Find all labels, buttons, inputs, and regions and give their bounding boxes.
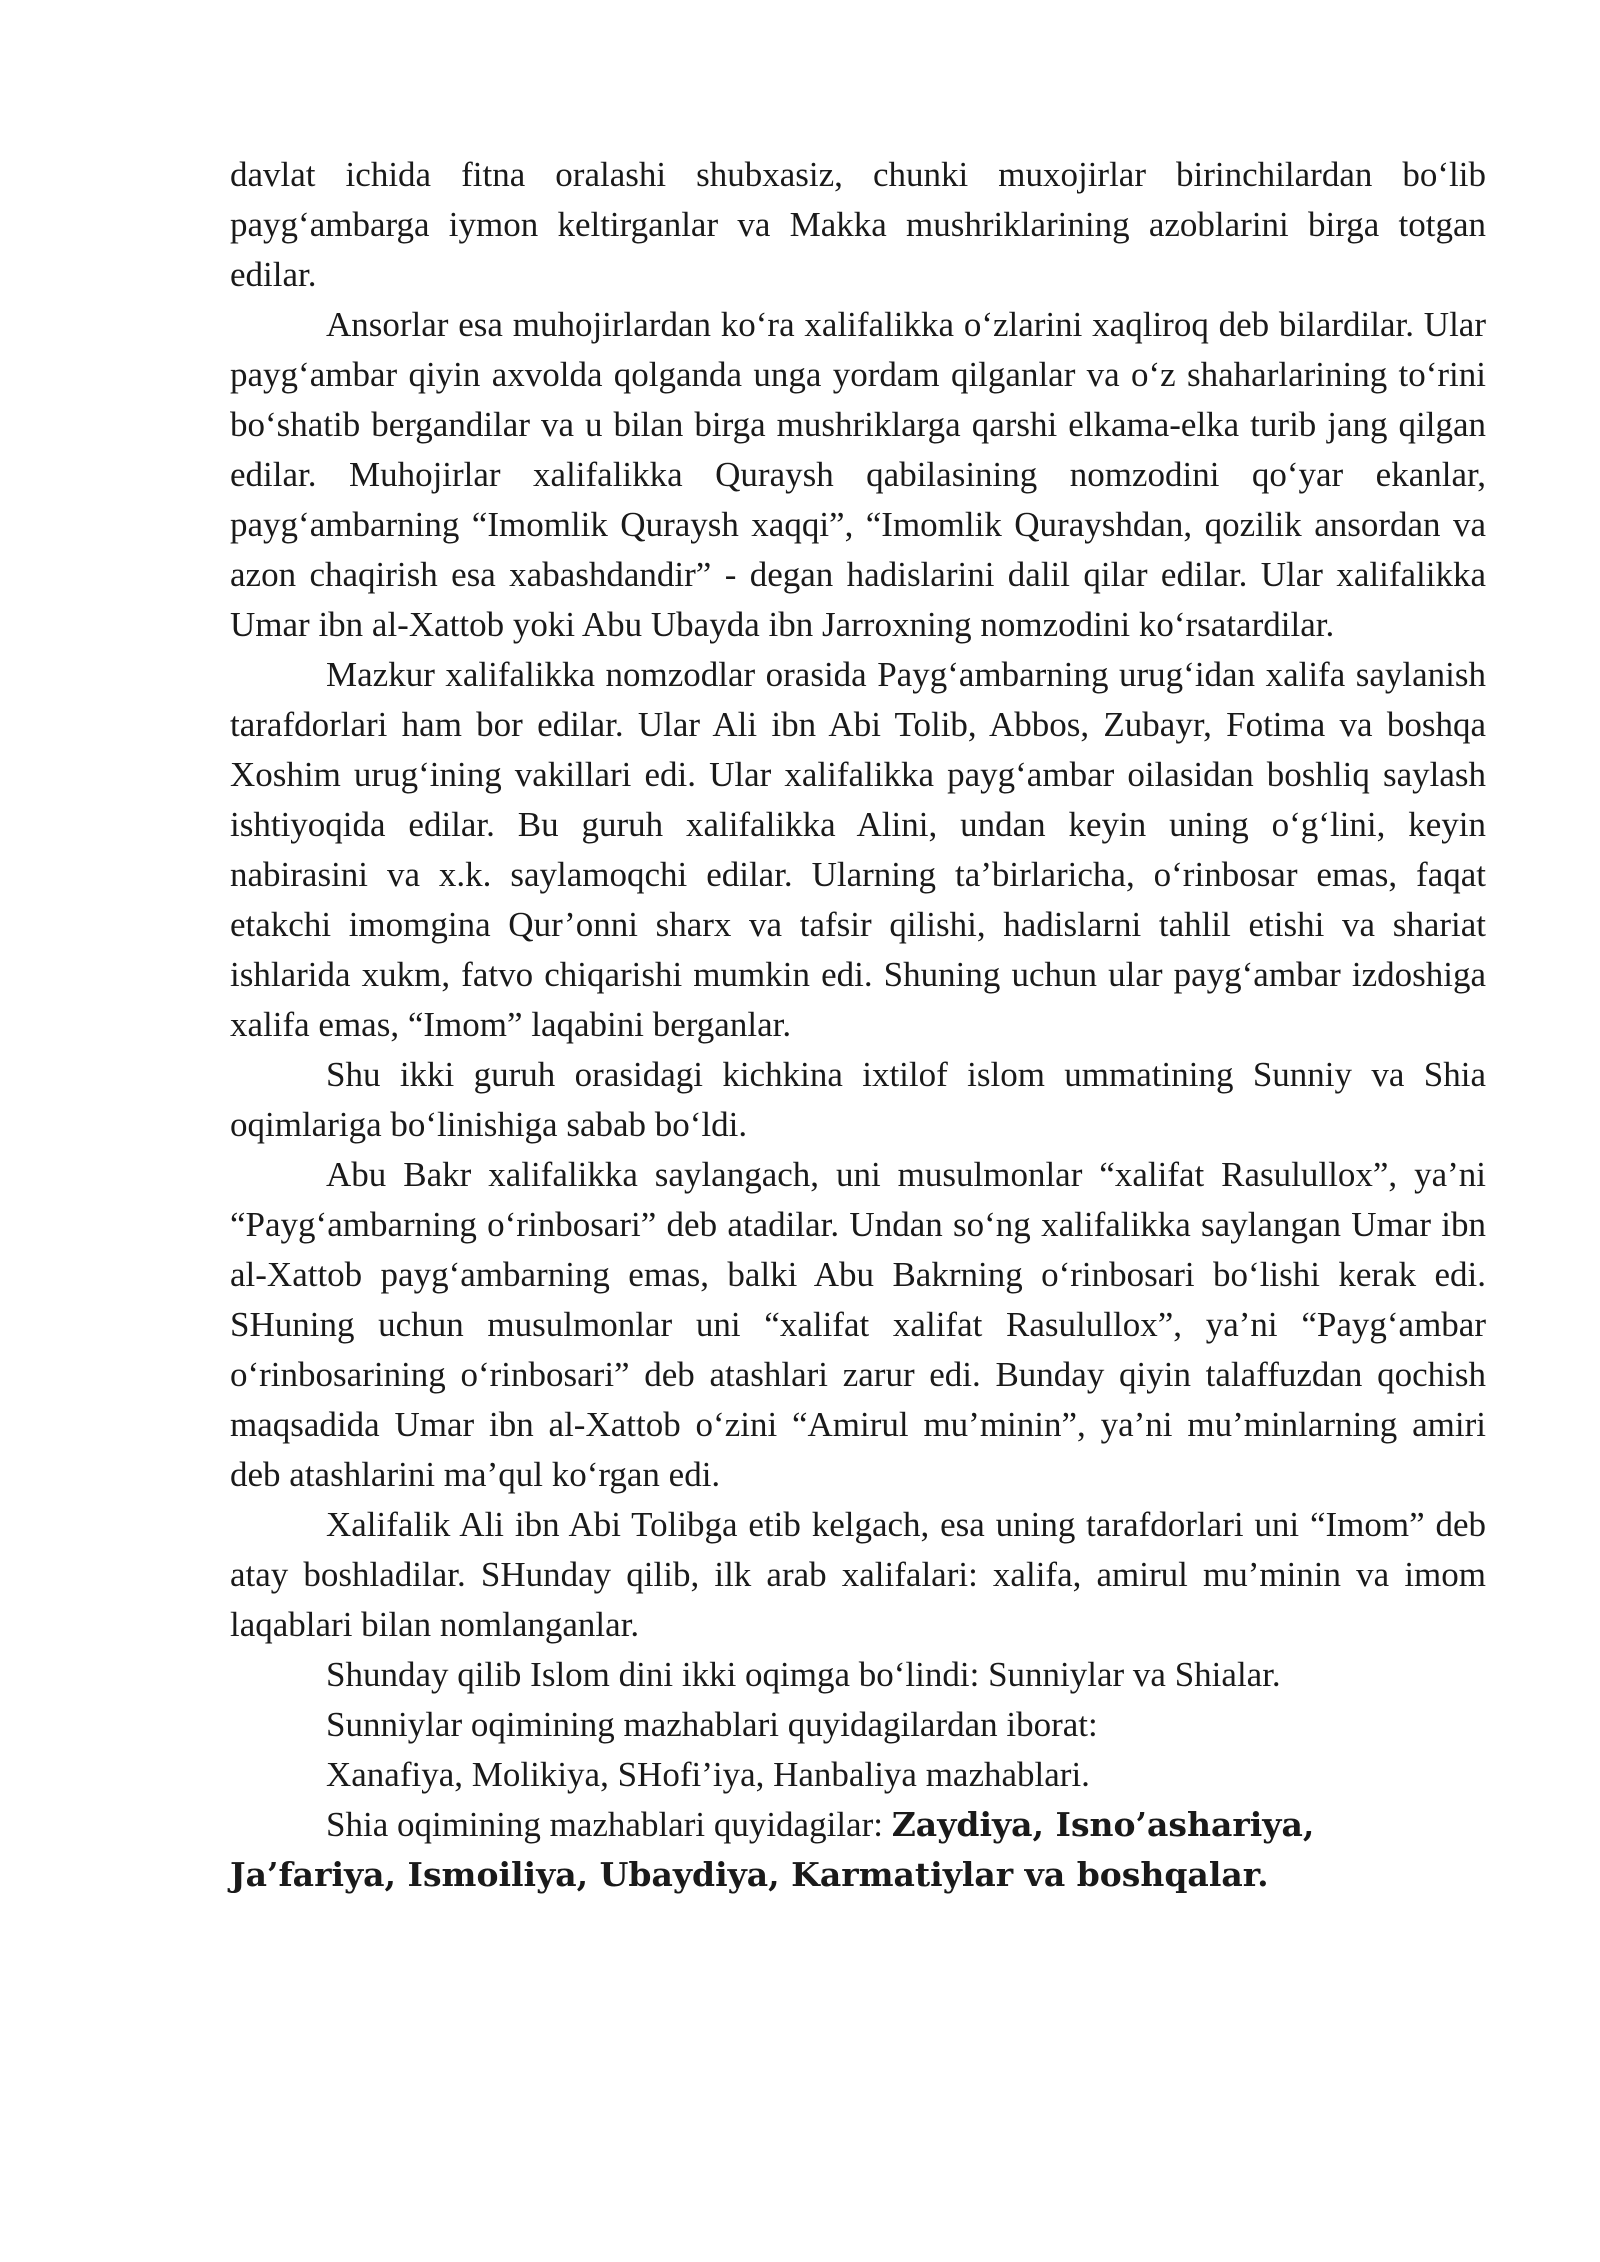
paragraph-2: Ansorlar esa muhojirlardan ko‘ra xalifalikka o‘zlarini xaqliroq deb bilardilar. Ular payg‘ambar qiyin axvolda qolganda unga yordam qilganlar va o‘z shaharlarining to‘rini bo‘shatib bergandilar va u bilan birga mushriklarga qarshi elkama-elka turib jang qilgan edilar. Muhojirlar xalifalikka Quraysh qabilasining nomzodini qo‘yar ekanlar, payg‘ambarning “Imomlik Quraysh xaqqi”, “Imomlik Qurayshdan, qozilik ansordan va azon chaqirish esa xabashdandir” - degan hadislarini dalil qilar edilar. Ular xalifalikka Umar ibn al-Xattob yoki Abu Ubayda ibn Jarroxning nomzodini ko‘rsatardilar. [230, 305, 1486, 644]
paragraph-6: Xalifalik Ali ibn Abi Tolibga etib kelgach, esa uning tarafdorlari uni “Imom” deb atay boshladilar. SHunday qilib, ilk arab xalifalari: xalifa, amirul mu’minin va imom laqablari bilan nomlanganlar. [230, 1505, 1486, 1644]
paragraph-1: davlat ichida fitna oralashi shubxasiz, chunki muxojirlar birinchilardan bo‘lib payg‘ambarga iymon keltirganlar va Makka mushriklarining azoblarini birga totgan edilar. [230, 155, 1486, 294]
paragraph-10 [230, 1800, 1486, 1900]
paragraph-7: Shunday qilib Islom dini ikki oqimga bo‘lindi: Sunniylar va Shialar. [326, 1655, 1281, 1694]
paragraph-4: Shu ikki guruh orasidagi kichkina ixtilof islom ummatining Sunniy va Shia oqimlariga bo‘linishiga sabab bo‘ldi. [230, 1055, 1486, 1144]
paragraph-5: Abu Bakr xalifalikka saylangach, uni musulmonlar “xalifat Rasulullox”, ya’ni “Payg‘ambarning o‘rinbosari” deb atadilar. Undan so‘ng xalifalikka saylangan Umar ibn al-Xattob payg‘ambarning emas, balki Abu Bakrning o‘rinbosari bo‘lishi kerak edi. SHuning uchun musulmonlar uni “xalifat xalifat Rasulullox”, ya’ni “Payg‘ambar o‘rinbosarining o‘rinbosari” deb atashlari zarur edi. Bunday qiyin talaffuzdan qochish maqsadida Umar ibn al-Xattob o‘zini “Amirul mu’minin”, ya’ni mu’minlarning amiri deb atashlarini ma’qul ko‘rgan edi. [230, 1155, 1486, 1494]
shia-madhhabs-list: Zaydiya, Isno’ashariya, Ja’fariya, Ismoiliya, Ubaydiya, Karmatiylar va boshqalar. [230, 1805, 1315, 1894]
document-body [230, 150, 1486, 1900]
paragraph-3: Mazkur xalifalikka nomzodlar orasida Payg‘ambarning urug‘idan xalifa saylanish tarafdorlari ham bor edilar. Ular Ali ibn Abi Tolib, Abbos, Zubayr, Fotima va boshqa Xoshim urug‘ining vakillari edi. Ular xalifalikka payg‘ambar oilasidan boshliq saylash ishtiyoqida edilar. Bu guruh xalifalikka Alini, undan keyin uning o‘g‘lini, keyin nabirasini va x.k. saylamoqchi edilar. Ularning ta’birlaricha, o‘rinbosar emas, faqat etakchi imomgina Qur’onni sharx va tafsir qilishi, hadislarni tahlil etishi va shariat ishlarida xukm, fatvo chiqarishi mumkin edi. Shuning uchun ular payg‘ambar izdoshiga xalifa emas, “Imom” laqabini berganlar. [230, 655, 1486, 1044]
paragraph-9: Xanafiya, Molikiya, SHofi’iya, Hanbaliya mazhablari. [326, 1755, 1090, 1794]
shia-intro-text: Shia oqimining mazhablari quyidagilar: [326, 1805, 892, 1844]
paragraph-8: Sunniylar oqimining mazhablari quyidagilardan iborat: [326, 1705, 1098, 1744]
